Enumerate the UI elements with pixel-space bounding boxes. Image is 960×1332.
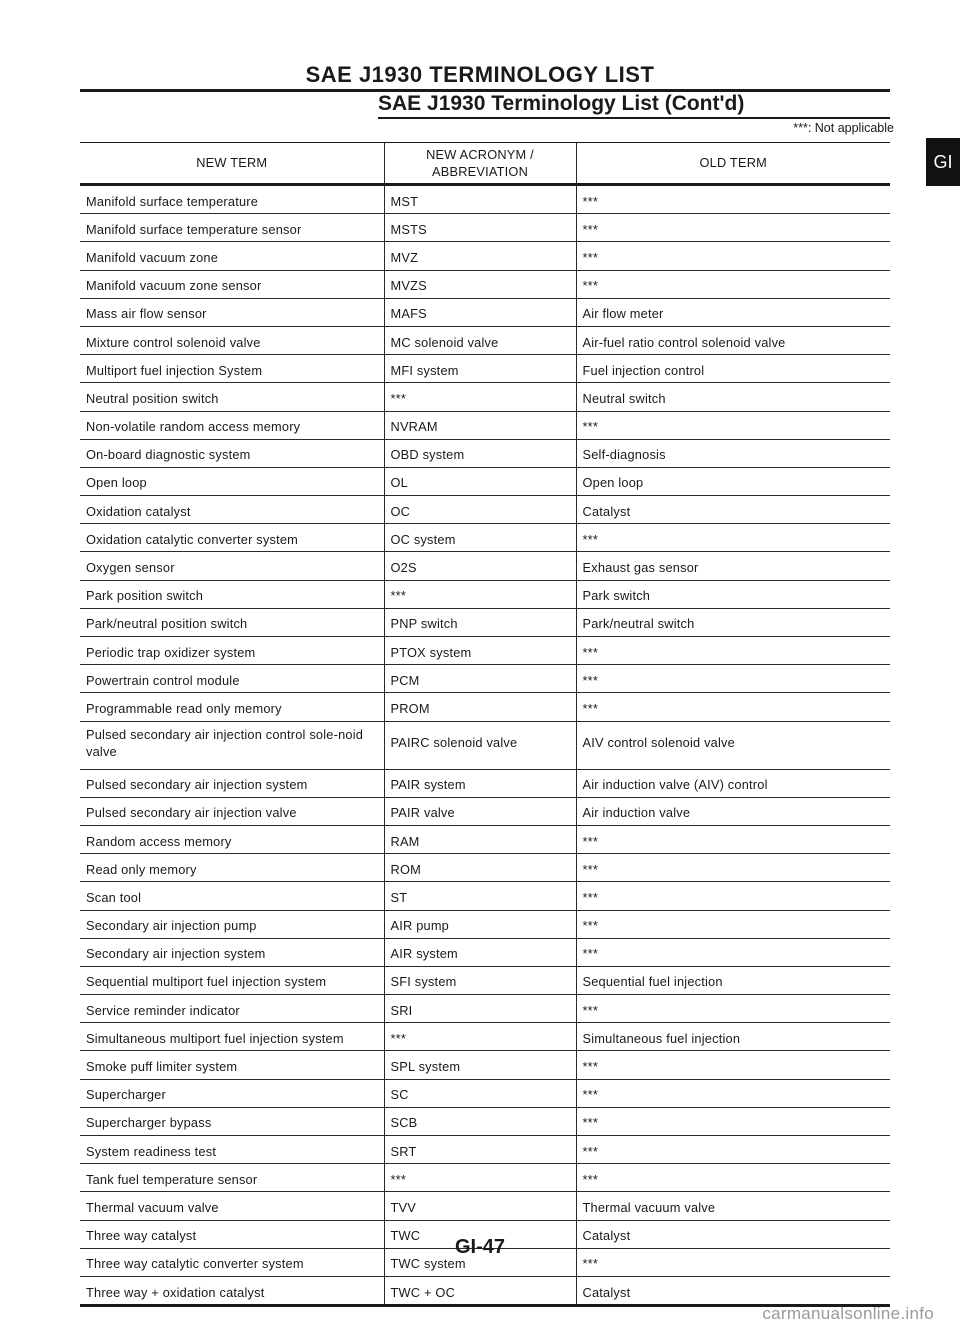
- old-term-cell: ***: [576, 1164, 890, 1192]
- table-row: [80, 1276, 890, 1305]
- table-row: [80, 242, 890, 270]
- table-row: [80, 769, 890, 797]
- new-acronym-cell: PROM: [384, 693, 576, 721]
- new-acronym-cell: TWC system: [384, 1248, 576, 1276]
- old-term-cell: ***: [576, 1248, 890, 1276]
- old-term-cell: Catalyst: [576, 1276, 890, 1305]
- table-row: [80, 326, 890, 354]
- table-row: [80, 797, 890, 825]
- new-acronym-cell: SPL system: [384, 1051, 576, 1079]
- old-term-cell: ***: [576, 524, 890, 552]
- new-term-cell: Scan tool: [80, 882, 384, 910]
- new-acronym-cell: OBD system: [384, 439, 576, 467]
- table-row: [80, 882, 890, 910]
- new-term-cell: On-board diagnostic system: [80, 439, 384, 467]
- new-acronym-cell: SRT: [384, 1136, 576, 1164]
- new-acronym-cell: ***: [384, 580, 576, 608]
- new-term-cell: Three way + oxidation catalyst: [80, 1276, 384, 1305]
- table-row: [80, 467, 890, 495]
- old-term-cell: Fuel injection control: [576, 355, 890, 383]
- new-acronym-cell: SFI system: [384, 966, 576, 994]
- table-row: [80, 1107, 890, 1135]
- new-acronym-cell: RAM: [384, 825, 576, 853]
- old-term-cell: ***: [576, 995, 890, 1023]
- table-row: [80, 637, 890, 665]
- new-acronym-cell: OC system: [384, 524, 576, 552]
- old-term-cell: Self-diagnosis: [576, 439, 890, 467]
- new-term-cell: Multiport fuel injection System: [80, 355, 384, 383]
- new-acronym-cell: PCM: [384, 665, 576, 693]
- old-term-cell: Thermal vacuum valve: [576, 1192, 890, 1220]
- new-term-cell: Park position switch: [80, 580, 384, 608]
- table-row: [80, 383, 890, 411]
- new-acronym-cell: ROM: [384, 854, 576, 882]
- new-acronym-cell: AIR system: [384, 938, 576, 966]
- new-term-cell: Manifold vacuum zone sensor: [80, 270, 384, 298]
- new-term-cell: Secondary air injection pump: [80, 910, 384, 938]
- new-term-cell: Pulsed secondary air injection control sole-noid valve: [80, 721, 384, 769]
- new-term-cell: Secondary air injection system: [80, 938, 384, 966]
- watermark: carmanualsonline.info: [762, 1304, 934, 1323]
- old-term-cell: Neutral switch: [576, 383, 890, 411]
- table-row: [80, 1079, 890, 1107]
- new-acronym-cell: ***: [384, 383, 576, 411]
- table-row: [80, 552, 890, 580]
- new-acronym-cell: MVZS: [384, 270, 576, 298]
- new-term-cell: Pulsed secondary air injection valve: [80, 797, 384, 825]
- old-term-cell: Air-fuel ratio control solenoid valve: [576, 326, 890, 354]
- new-term-cell: Read only memory: [80, 854, 384, 882]
- table-row: [80, 938, 890, 966]
- table-row: [80, 411, 890, 439]
- table-row: [80, 665, 890, 693]
- table-row: [80, 214, 890, 242]
- table-row: [80, 439, 890, 467]
- new-acronym-cell: PTOX system: [384, 637, 576, 665]
- old-term-cell: Simultaneous fuel injection: [576, 1023, 890, 1051]
- new-term-cell: Three way catalyst: [80, 1220, 384, 1248]
- new-term-cell: Mass air flow sensor: [80, 298, 384, 326]
- table-row: [80, 608, 890, 636]
- new-acronym-cell: PAIR valve: [384, 797, 576, 825]
- new-term-cell: Three way catalytic converter system: [80, 1248, 384, 1276]
- table-row: [80, 270, 890, 298]
- new-acronym-cell: O2S: [384, 552, 576, 580]
- old-term-cell: ***: [576, 1051, 890, 1079]
- new-term-cell: Powertrain control module: [80, 665, 384, 693]
- column-header-new-acronym: NEW ACRONYM / ABBREVIATION: [384, 143, 576, 185]
- new-acronym-cell: SCB: [384, 1107, 576, 1135]
- old-term-cell: Open loop: [576, 467, 890, 495]
- old-term-cell: ***: [576, 637, 890, 665]
- new-acronym-cell: OC: [384, 496, 576, 524]
- old-term-cell: AIV control solenoid valve: [576, 721, 890, 769]
- new-term-cell: Tank fuel temperature sensor: [80, 1164, 384, 1192]
- table-row: [80, 995, 890, 1023]
- new-term-cell: Neutral position switch: [80, 383, 384, 411]
- new-term-cell: Thermal vacuum valve: [80, 1192, 384, 1220]
- new-acronym-cell: TVV: [384, 1192, 576, 1220]
- new-term-cell: Manifold vacuum zone: [80, 242, 384, 270]
- new-term-cell: Oxidation catalyst: [80, 496, 384, 524]
- old-term-cell: Catalyst: [576, 496, 890, 524]
- old-term-cell: ***: [576, 693, 890, 721]
- new-term-cell: Simultaneous multiport fuel injection system: [80, 1023, 384, 1051]
- old-term-cell: Air flow meter: [576, 298, 890, 326]
- old-term-cell: Park/neutral switch: [576, 608, 890, 636]
- old-term-cell: ***: [576, 411, 890, 439]
- table-row: [80, 910, 890, 938]
- old-term-cell: ***: [576, 910, 890, 938]
- new-term-cell: Manifold surface temperature sensor: [80, 214, 384, 242]
- new-term-cell: Service reminder indicator: [80, 995, 384, 1023]
- column-header-new-term: NEW TERM: [80, 143, 384, 185]
- table-row: [80, 721, 890, 769]
- new-acronym-cell: PAIRC solenoid valve: [384, 721, 576, 769]
- new-acronym-cell: MSTS: [384, 214, 576, 242]
- new-term-cell: Periodic trap oxidizer system: [80, 637, 384, 665]
- new-term-cell: Sequential multiport fuel injection system: [80, 966, 384, 994]
- table-row: [80, 1192, 890, 1220]
- column-header-old-term: OLD TERM: [576, 143, 890, 185]
- new-acronym-cell: SRI: [384, 995, 576, 1023]
- new-term-cell: Oxidation catalytic converter system: [80, 524, 384, 552]
- table-header-row: [80, 143, 890, 185]
- table-row: [80, 298, 890, 326]
- table-row: [80, 524, 890, 552]
- new-acronym-cell: ST: [384, 882, 576, 910]
- table-row: [80, 825, 890, 853]
- new-term-cell: Programmable read only memory: [80, 693, 384, 721]
- new-term-cell: Supercharger bypass: [80, 1107, 384, 1135]
- new-acronym-cell: NVRAM: [384, 411, 576, 439]
- table-row: [80, 496, 890, 524]
- new-acronym-cell: MFI system: [384, 355, 576, 383]
- table-row: [80, 966, 890, 994]
- new-term-cell: Random access memory: [80, 825, 384, 853]
- new-acronym-cell: MAFS: [384, 298, 576, 326]
- table-row: [80, 1164, 890, 1192]
- old-term-cell: ***: [576, 185, 890, 214]
- table-row: [80, 854, 890, 882]
- terminology-table: [80, 142, 890, 1307]
- new-acronym-cell: MST: [384, 185, 576, 214]
- table-row: [80, 580, 890, 608]
- old-term-cell: ***: [576, 270, 890, 298]
- section-title: SAE J1930 Terminology List (Cont'd): [378, 92, 745, 115]
- new-acronym-cell: PNP switch: [384, 608, 576, 636]
- table-row: [80, 693, 890, 721]
- old-term-cell: ***: [576, 825, 890, 853]
- section-tab-gi[interactable]: GI: [926, 138, 960, 186]
- table-row: [80, 1136, 890, 1164]
- new-term-cell: Open loop: [80, 467, 384, 495]
- new-acronym-cell: ***: [384, 1023, 576, 1051]
- table-body: [80, 185, 890, 1306]
- new-acronym-cell: ***: [384, 1164, 576, 1192]
- new-term-cell: Park/neutral position switch: [80, 608, 384, 636]
- not-applicable-legend: ***: Not applicable: [793, 121, 894, 135]
- old-term-cell: ***: [576, 665, 890, 693]
- table-row: [80, 355, 890, 383]
- old-term-cell: ***: [576, 242, 890, 270]
- new-acronym-cell: PAIR system: [384, 769, 576, 797]
- old-term-cell: ***: [576, 214, 890, 242]
- old-term-cell: ***: [576, 1107, 890, 1135]
- old-term-cell: ***: [576, 1079, 890, 1107]
- new-term-cell: System readiness test: [80, 1136, 384, 1164]
- new-term-cell: Non-volatile random access memory: [80, 411, 384, 439]
- old-term-cell: Exhaust gas sensor: [576, 552, 890, 580]
- new-term-cell: Manifold surface temperature: [80, 185, 384, 214]
- page-number: GI-47: [454, 1236, 506, 1258]
- table-row: [80, 1023, 890, 1051]
- old-term-cell: ***: [576, 938, 890, 966]
- old-term-cell: Catalyst: [576, 1220, 890, 1248]
- new-term-cell: Smoke puff limiter system: [80, 1051, 384, 1079]
- old-term-cell: ***: [576, 882, 890, 910]
- new-acronym-cell: TWC + OC: [384, 1276, 576, 1305]
- section-rule: [378, 117, 890, 119]
- old-term-cell: Air induction valve (AIV) control: [576, 769, 890, 797]
- new-acronym-cell: MC solenoid valve: [384, 326, 576, 354]
- new-acronym-cell: SC: [384, 1079, 576, 1107]
- new-term-cell: Pulsed secondary air injection system: [80, 769, 384, 797]
- old-term-cell: Sequential fuel injection: [576, 966, 890, 994]
- new-term-cell: Mixture control solenoid valve: [80, 326, 384, 354]
- table-row: [80, 185, 890, 214]
- page-title: SAE J1930 TERMINOLOGY LIST: [305, 62, 655, 87]
- new-acronym-cell: TWC: [384, 1220, 576, 1248]
- new-acronym-cell: OL: [384, 467, 576, 495]
- old-term-cell: Park switch: [576, 580, 890, 608]
- old-term-cell: Air induction valve: [576, 797, 890, 825]
- new-acronym-cell: AIR pump: [384, 910, 576, 938]
- new-term-cell: Oxygen sensor: [80, 552, 384, 580]
- new-term-cell: Supercharger: [80, 1079, 384, 1107]
- old-term-cell: ***: [576, 854, 890, 882]
- old-term-cell: ***: [576, 1136, 890, 1164]
- new-acronym-cell: MVZ: [384, 242, 576, 270]
- table-row: [80, 1051, 890, 1079]
